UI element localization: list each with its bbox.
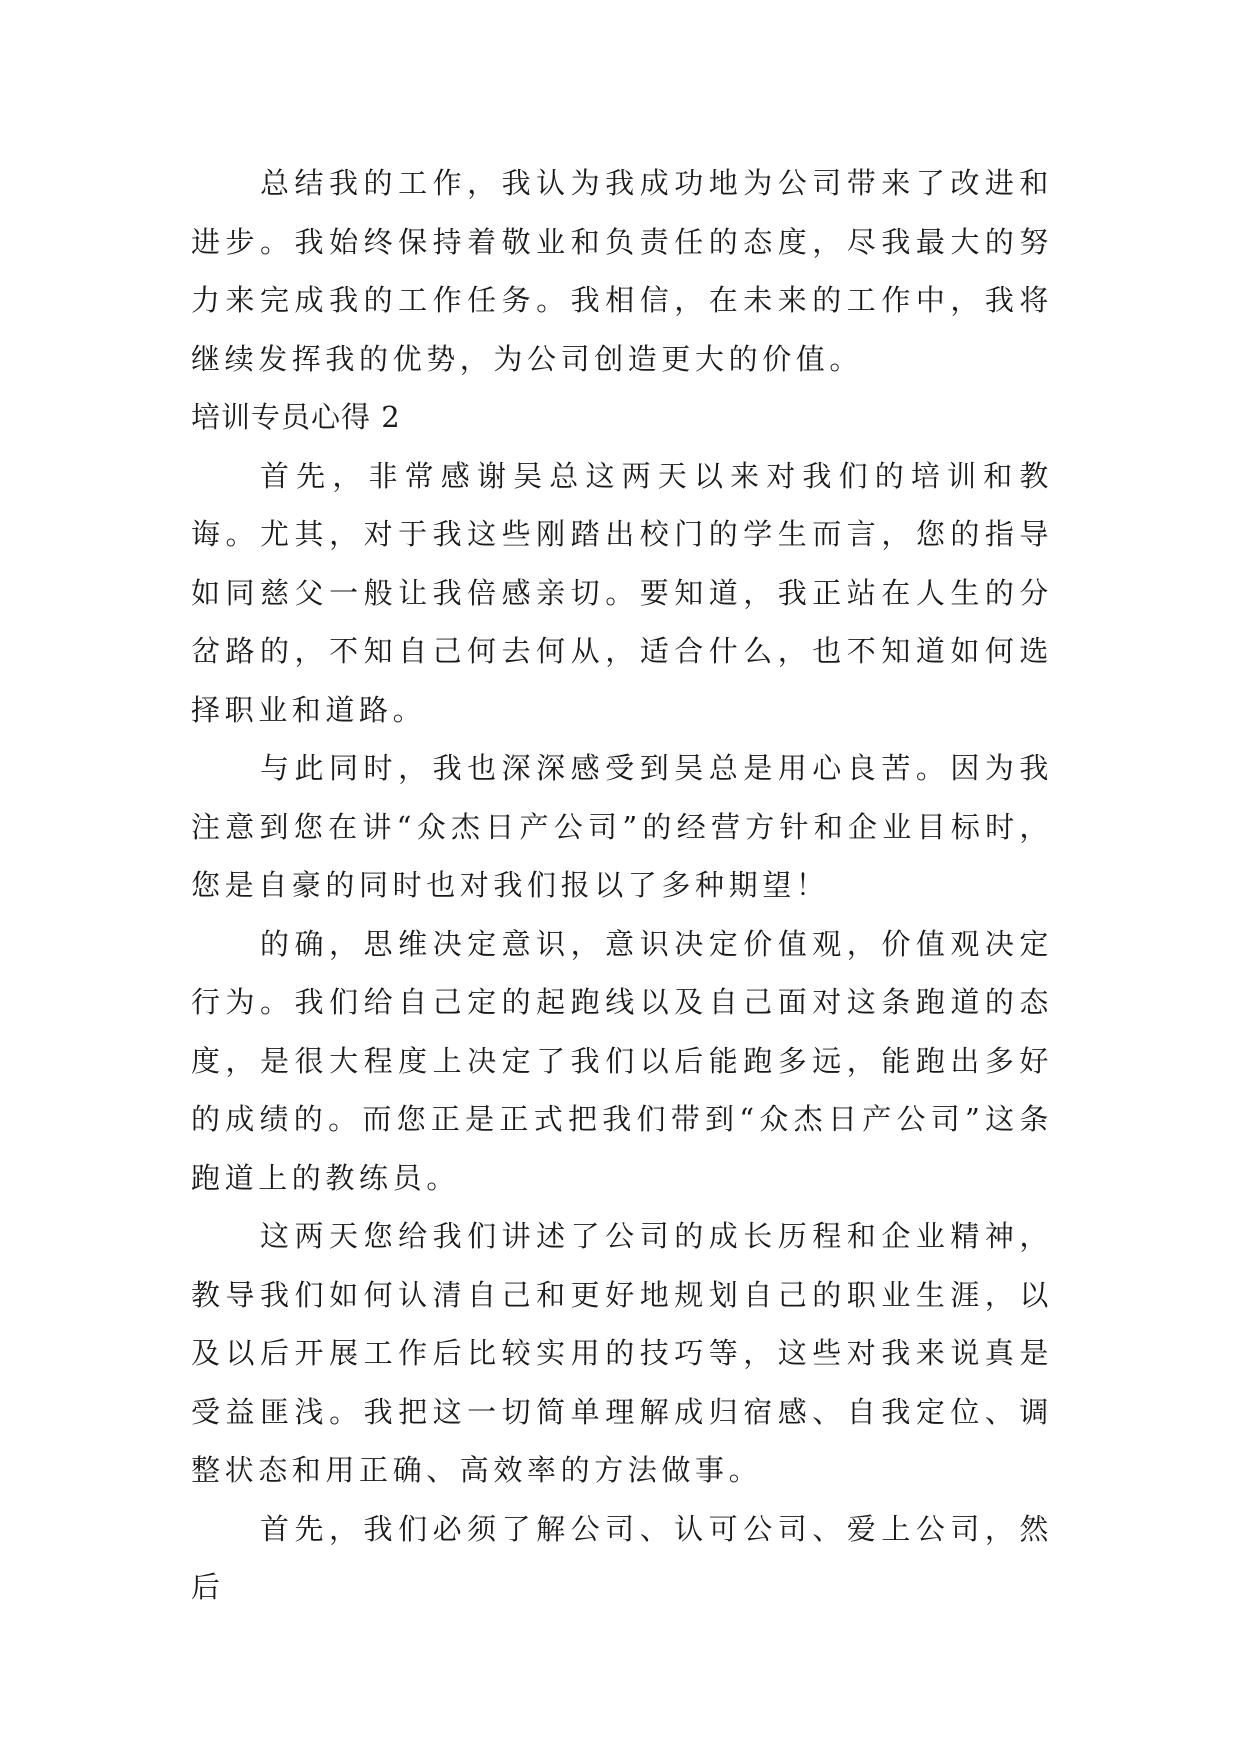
section-title: 培训专员心得 2 <box>191 400 401 434</box>
paragraph-thanks: 首先，非常感谢吴总这两天以来对我们的培训和教诲。尤其，对于我这些刚踏出校门的学生而言，您的指导如同慈父一般让我倍感亲切。要知道，我正站在人生的分岔路的，不知自己何去何从，适合什么，也不知道如何选择职业和道路。 <box>191 458 1053 727</box>
paragraph-meanwhile: 与此同时，我也深深感受到吴总是用心良苦。因为我注意到您在讲“众杰日产公司”的经营方针和企业目标时，您是自豪的同时也对我们报以了多种期望！ <box>191 751 1053 902</box>
paragraph-mindset: 的确，思维决定意识，意识决定价值观，价值观决定行为。我们给自己定的起跑线以及自己面对这条跑道的态度，是很大程度上决定了我们以后能跑多远，能跑出多好的成绩的。而您正是正式把我们带到“众杰日产公司”这条跑道上的教练员。 <box>191 926 1053 1195</box>
paragraph-two-days: 这两天您给我们讲述了公司的成长历程和企业精神，教导我们如何认清自己和更好地规划自己的职业生涯，以及以后开展工作后比较实用的技巧等，这些对我来说真是受益匪浅。我把这一切简单理解成归宿感、自我定位、调整状态和用正确、高效率的方法做事。 <box>191 1219 1053 1487</box>
document-page <box>191 154 1053 1617</box>
paragraph-summary: 总结我的工作，我认为我成功地为公司带来了改进和进步。我始终保持着敬业和负责任的态度，尽我最大的努力来完成我的工作任务。我相信，在未来的工作中，我将继续发挥我的优势，为公司创造更大的价值。 <box>191 166 1053 376</box>
paragraph-first: 首先，我们必须了解公司、认可公司、爱上公司，然后 <box>191 1511 1053 1604</box>
